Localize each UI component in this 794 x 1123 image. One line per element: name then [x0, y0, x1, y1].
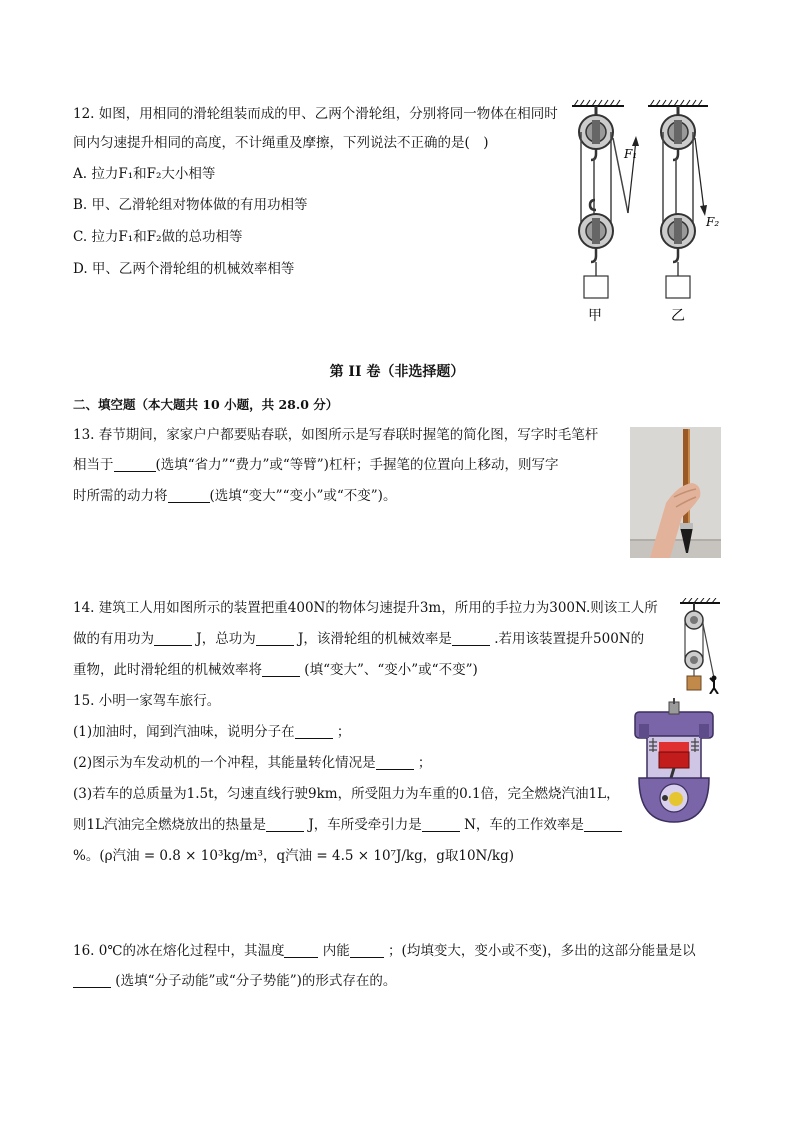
q16-text: (选填“分子动能”或“分子势能”)的形式存在的。: [115, 973, 397, 989]
q13-line1: 13. 春节期间，家家户户都要贴春联，如图所示是写春联时握笔的简化图，写字时毛笔杆: [73, 427, 599, 443]
answer-blank[interactable]: [114, 456, 156, 472]
engine-stroke-figure: [629, 698, 719, 826]
label-jia: 甲: [588, 308, 602, 324]
q14-text: 做的有用功为: [73, 631, 154, 647]
ceiling-right: [648, 100, 708, 106]
q16-text: ；(均填变大，变小或不变)，多出的这部分能量是以: [388, 943, 696, 959]
q15-text: J，车所受牵引力是: [308, 817, 422, 833]
q15-text: ；: [417, 755, 432, 771]
q12-option-d: D. 甲、乙两个滑轮组的机械效率相等: [73, 261, 295, 277]
answer-blank[interactable]: [284, 942, 318, 958]
q15-line4: (3)若车的总质量为1.5t，匀速直线行驶9km，所受阻力为车重的0.1倍，完全燃烧汽油1L，: [73, 786, 620, 802]
label-f1: F₁: [624, 147, 638, 161]
q15-line6: %。(ρ汽油 = 0.8 × 10³kg/m³，q汽油 = 4.5 × 10⁷J/kg，g取10N/kg): [73, 848, 515, 864]
answer-blank[interactable]: [154, 630, 192, 646]
q15-text: (2)图示为车发动机的一个冲程，其能量转化情况是: [73, 755, 376, 771]
answer-blank[interactable]: [262, 661, 300, 677]
pulley-system-jia: [579, 106, 639, 298]
section-heading: 二、填空题（本大题共 10 小题，共 28.0 分）: [73, 397, 339, 412]
answer-blank[interactable]: [256, 630, 294, 646]
answer-blank[interactable]: [452, 630, 490, 646]
q15-line2: [73, 721, 350, 743]
pulley-figure: [566, 98, 726, 328]
answer-blank[interactable]: [584, 816, 622, 832]
brush-hand-photo: [630, 427, 721, 558]
q12-option-c: C. 拉力F₁和F₂做的总功相等: [73, 229, 243, 245]
q13-line2: [73, 454, 558, 476]
q14-text: (填“变大”、“变小”或“不变”): [304, 662, 478, 678]
q12-option-b: B. 甲、乙滑轮组对物体做的有用功相等: [73, 197, 308, 213]
q16-text: 内能: [322, 943, 350, 959]
q15-line5: [73, 814, 622, 836]
q16-text: 16. 0℃的冰在熔化过程中，其温度: [73, 943, 285, 959]
q15-line1: 15. 小明一家驾车旅行。: [73, 693, 221, 709]
q12-stem-line1: 12. 如图，用相同的滑轮组装而成的甲、乙两个滑轮组，分别将同一物体在相同时: [73, 106, 558, 122]
q14-line3: [73, 659, 478, 681]
answer-blank[interactable]: [295, 723, 333, 739]
pulley-system-yi: [661, 106, 707, 298]
q13-text: 相当于: [73, 457, 114, 473]
q13-text: (选填“省力”“费力”或“等臂”)杠杆；手握笔的位置向上移动，则写字: [155, 457, 559, 473]
q15-text: 则1L汽油完全燃烧放出的热量是: [73, 817, 267, 833]
q14-line2: [73, 628, 644, 650]
q13-text: 时所需的动力将: [73, 488, 168, 504]
q15-text: (1)加油时，闻到汽油味，说明分子在: [73, 724, 295, 740]
q12-stem-line2: 间内匀速提升相同的高度，不计绳重及摩擦，下列说法不正确的是( ): [73, 135, 489, 151]
answer-blank[interactable]: [266, 816, 304, 832]
q14-line1: 14. 建筑工人用如图所示的装置把重400N的物体匀速提升3m，所用的手拉力为300N.则该工人所: [73, 600, 658, 616]
q14-text: J，总功为: [196, 631, 256, 647]
q14-text: .若用该装置提升500N的: [494, 631, 645, 647]
worker-pulley-figure: [676, 598, 724, 694]
part2-title: 第 II 卷（非选择题）: [329, 364, 465, 380]
answer-blank[interactable]: [350, 942, 384, 958]
q15-text: ；: [336, 724, 351, 740]
q15-text: N，车的工作效率是: [464, 817, 584, 833]
answer-blank[interactable]: [422, 816, 460, 832]
q14-text: J，该滑轮组的机械效率是: [298, 631, 452, 647]
label-f2: F₂: [706, 215, 720, 229]
q16-line1: [73, 940, 696, 962]
answer-blank[interactable]: [376, 754, 414, 770]
q13-line3: [73, 485, 396, 507]
q12-option-a: A. 拉力F₁和F₂大小相等: [73, 166, 216, 182]
q13-text: (选填“变大”“变小”或“不变”)。: [209, 488, 397, 504]
q16-line2: [73, 970, 396, 992]
q15-line3: [73, 752, 431, 774]
ceiling-left: [572, 100, 624, 106]
label-yi: 乙: [671, 308, 685, 324]
answer-blank[interactable]: [73, 972, 111, 988]
answer-blank[interactable]: [168, 487, 210, 503]
q14-text: 重物，此时滑轮组的机械效率将: [73, 662, 262, 678]
